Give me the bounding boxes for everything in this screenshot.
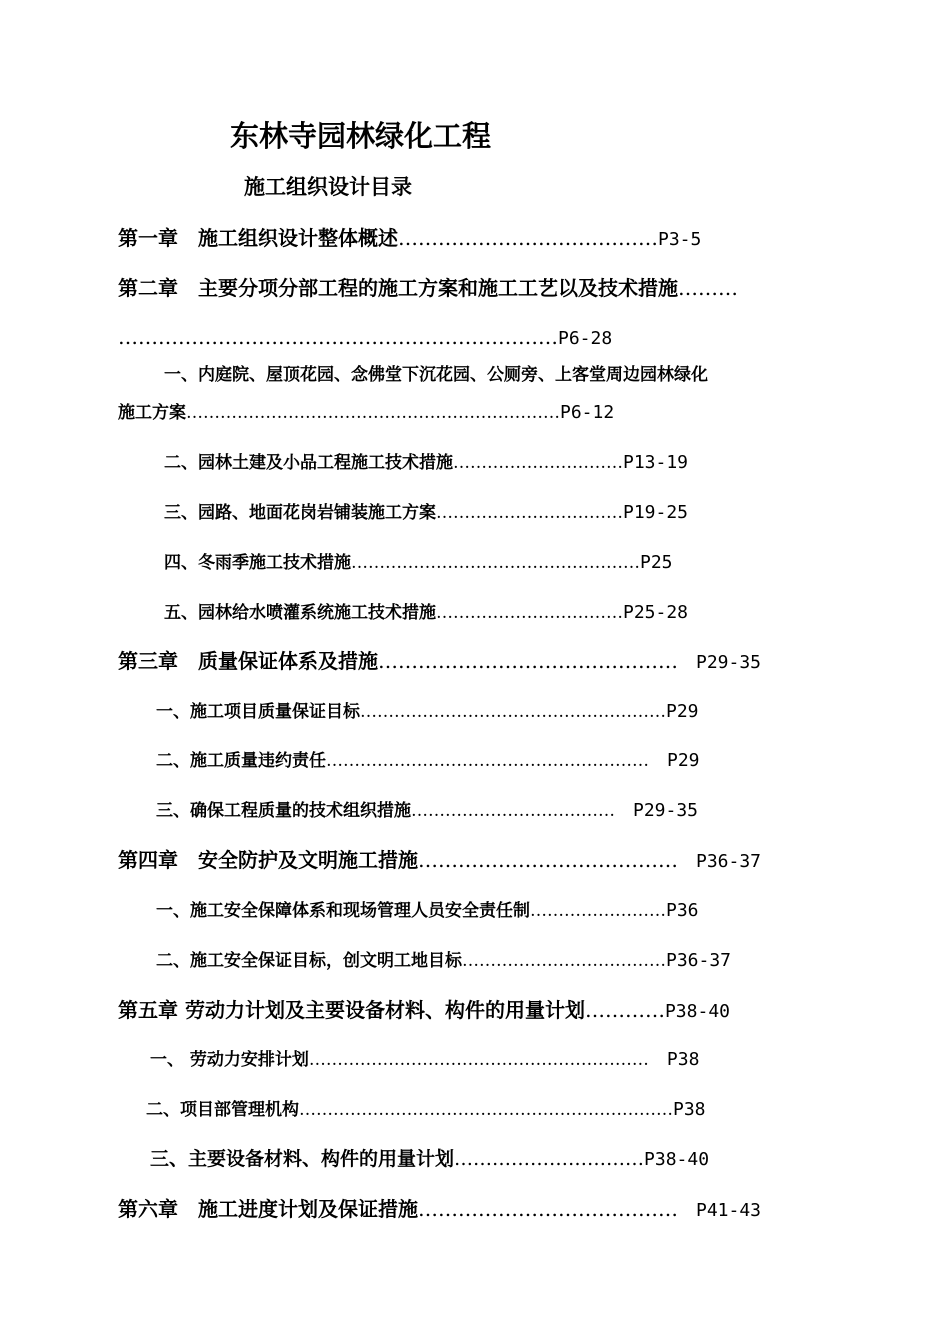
toc-entry-text: 五、园林给水喷灌系统施工技术措施 xyxy=(164,603,436,623)
toc-entry-leader: ………………………………………………… xyxy=(326,751,649,771)
toc-entry-page: P36-37 xyxy=(666,950,732,971)
toc-entry xyxy=(164,554,673,572)
toc-entry-leader: ………………………… xyxy=(454,1148,645,1170)
toc-entry-text: 一、施工项目质量保证目标 xyxy=(156,702,360,722)
document-title: 东林寺园林绿化工程 xyxy=(230,119,492,153)
toc-entry-leader: ………………………………… xyxy=(418,1197,678,1221)
toc-entry xyxy=(150,1150,709,1169)
toc-entry-leader: ………………………………………………………… xyxy=(118,325,558,349)
toc-entry-leader: ……… xyxy=(678,276,738,300)
toc-entry-text: 第二章 主要分项分部工程的施工方案和施工工艺以及技术措施 xyxy=(118,276,678,300)
toc-entry-text: 三、园路、地面花岗岩铺装施工方案 xyxy=(164,503,436,523)
toc-entry-leader: …………………………… xyxy=(436,503,623,523)
toc-entry-page: P38-40 xyxy=(664,1001,730,1022)
toc-entry-text: 二、施工质量违约责任 xyxy=(156,751,326,771)
toc-entry-page: P29-35 xyxy=(678,652,762,673)
toc-entry-leader: ………………………………………………………… xyxy=(299,1100,673,1120)
toc-entry-page: P25-28 xyxy=(623,602,689,623)
toc-entry-leader: ………………………………… xyxy=(418,848,678,872)
toc-entry-leader: ……………………………………… xyxy=(378,649,678,673)
toc-entry-text: 四、冬雨季施工技术措施 xyxy=(164,553,351,573)
toc-entry-leader: ………………………… xyxy=(453,453,623,473)
toc-entry-page: P29 xyxy=(649,750,700,771)
toc-entry xyxy=(164,604,688,622)
toc-entry-leader: …………………………………………… xyxy=(351,553,640,573)
toc-entry xyxy=(156,952,731,970)
toc-entry-text: 第四章 安全防护及文明施工措施 xyxy=(118,848,418,872)
toc-entry-page: P38-40 xyxy=(644,1149,710,1170)
toc-entry-page: P36-37 xyxy=(678,851,762,872)
toc-entry-page: P29-35 xyxy=(615,800,699,821)
toc-entry-text: 三、确保工程质量的技术组织措施 xyxy=(156,801,411,821)
toc-entry-leader: ………………………………………………………… xyxy=(186,403,560,423)
toc-entry xyxy=(118,1000,730,1021)
document-subtitle: 施工组织设计目录 xyxy=(244,174,412,199)
toc-entry xyxy=(156,703,699,721)
toc-entry-text: 二、园林土建及小品工程施工技术措施 xyxy=(164,453,453,473)
toc-entry-leader: ………… xyxy=(584,998,665,1022)
toc-entry xyxy=(164,504,688,522)
toc-entry-page: P38 xyxy=(648,1049,700,1070)
toc-entry-leader: ……………………………… xyxy=(411,801,615,821)
toc-entry-text: 一、 劳动力安排计划 xyxy=(150,1050,309,1070)
toc-entry-text: 一、内庭院、屋顶花园、念佛堂下沉花园、公厕旁、上客堂周边园林绿化 xyxy=(164,365,708,385)
toc-entry-leader: …………………… xyxy=(530,901,666,921)
toc-entry xyxy=(146,1101,706,1119)
toc-entry xyxy=(156,752,700,770)
toc-entry xyxy=(118,1199,761,1220)
toc-entry-page: P29 xyxy=(666,701,699,722)
toc-entry xyxy=(150,1051,699,1069)
toc-entry-page: P41-43 xyxy=(678,1200,762,1221)
toc-entry xyxy=(156,902,699,920)
toc-entry xyxy=(118,651,761,672)
toc-entry-page: P19-25 xyxy=(623,502,689,523)
toc-entry-text: 二、项目部管理机构 xyxy=(146,1100,299,1120)
toc-entry-leader: …………………………………………………… xyxy=(308,1050,649,1070)
toc-entry-text: 施工方案 xyxy=(118,403,186,423)
toc-entry-text: 三、主要设备材料、构件的用量计划 xyxy=(150,1148,455,1170)
toc-entry-page: P6-28 xyxy=(558,328,613,349)
toc-entry-leader: …………………………… xyxy=(436,603,623,623)
toc-entry-text: 第一章 施工组织设计整体概述 xyxy=(118,226,398,250)
toc-entry xyxy=(164,454,688,472)
toc-entry-text: 第五章 劳动力计划及主要设备材料、构件的用量计划 xyxy=(118,998,585,1022)
toc-entry-leader: ……………………………………………… xyxy=(360,702,666,722)
toc-entry-page: P3-5 xyxy=(658,229,702,250)
toc-entry-leader: ……………………………… xyxy=(462,951,666,971)
toc-entry-page: P36 xyxy=(666,900,699,921)
toc-entry-leader: ………………………………… xyxy=(398,226,658,250)
toc-entry xyxy=(164,367,708,384)
toc-entry-page: P6-12 xyxy=(560,402,615,423)
toc-entry xyxy=(156,802,698,820)
toc-entry xyxy=(118,228,701,249)
toc-entry-continuation xyxy=(118,327,612,348)
toc-entry xyxy=(118,278,738,298)
toc-entry-continuation xyxy=(118,404,614,422)
toc-entry-text: 一、施工安全保障体系和现场管理人员安全责任制 xyxy=(156,901,530,921)
toc-entry-text: 第六章 施工进度计划及保证措施 xyxy=(118,1197,418,1221)
toc-entry-page: P25 xyxy=(640,552,673,573)
toc-entry-text: 二、施工安全保证目标，创文明工地目标 xyxy=(156,951,462,971)
toc-entry xyxy=(118,850,761,871)
toc-entry-text: 第三章 质量保证体系及措施 xyxy=(118,649,378,673)
toc-entry-page: P38 xyxy=(673,1099,706,1120)
toc-entry-page: P13-19 xyxy=(623,452,689,473)
